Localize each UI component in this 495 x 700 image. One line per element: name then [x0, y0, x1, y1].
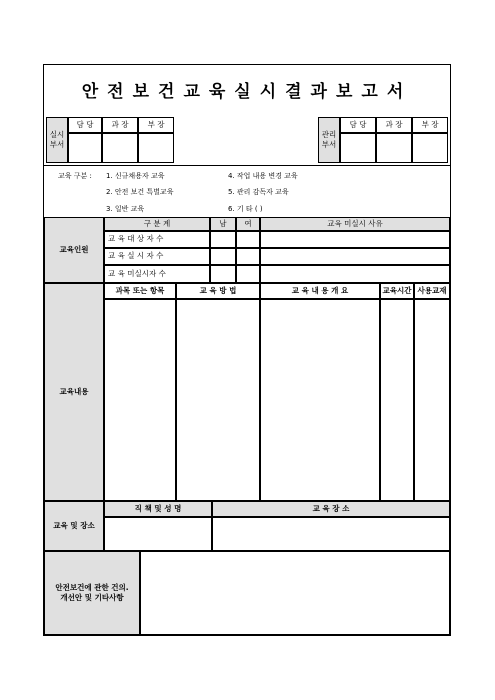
personnel-input[interactable] — [236, 265, 260, 283]
category-option[interactable]: 2. 안전 보건 특별교육 — [106, 188, 174, 196]
personnel-input[interactable] — [210, 248, 236, 265]
personnel-input[interactable] — [260, 231, 450, 248]
approval-right-col: 담 당 — [340, 117, 376, 133]
category-option[interactable]: 4. 작업 내용 변경 교육 — [228, 172, 298, 180]
place-input[interactable] — [104, 517, 212, 551]
approval-left-col: 부 장 — [138, 117, 174, 133]
approval-right-col: 과 장 — [376, 117, 412, 133]
content-label: 교육내용 — [44, 283, 104, 501]
content-input[interactable] — [414, 299, 450, 501]
approval-left-col: 과 장 — [102, 117, 138, 133]
personnel-label: 교육인원 — [44, 217, 104, 283]
signature-box[interactable] — [102, 133, 138, 163]
place-header: 교 육 장 소 — [212, 501, 450, 517]
personnel-header-female: 여 — [236, 217, 260, 231]
remarks-input[interactable] — [140, 551, 450, 635]
personnel-input[interactable] — [260, 265, 450, 283]
content-input[interactable] — [176, 299, 260, 501]
personnel-input[interactable] — [210, 231, 236, 248]
personnel-header-male: 남 — [210, 217, 236, 231]
category-option[interactable]: 1. 신규채용자 교육 — [106, 172, 165, 180]
personnel-row-label: 교 육 미실시자 수 — [104, 265, 210, 283]
personnel-header-gubun: 구 분 계 — [104, 217, 210, 231]
signature-box[interactable] — [412, 133, 448, 163]
signature-box[interactable] — [68, 133, 102, 163]
category-label: 교육 구분 : — [58, 172, 92, 180]
content-input[interactable] — [260, 299, 380, 501]
personnel-row-label: 교 육 실 시 자 수 — [104, 248, 210, 265]
approval-left-col: 담 당 — [68, 117, 102, 133]
category-option[interactable]: 5. 관리 감독자 교육 — [228, 188, 289, 196]
content-header: 사용교재 — [414, 283, 450, 299]
personnel-input[interactable] — [210, 265, 236, 283]
place-header: 직 책 및 성 명 — [104, 501, 212, 517]
content-header: 과목 또는 항목 — [104, 283, 176, 299]
page-title: 안전보건교육실시결과보고서 — [81, 82, 413, 102]
personnel-input[interactable] — [260, 248, 450, 265]
content-header: 교 육 내 용 개 요 — [260, 283, 380, 299]
content-header: 교 육 방 법 — [176, 283, 260, 299]
approval-left-label: 실시 부서 — [46, 117, 68, 163]
content-input[interactable] — [104, 299, 176, 501]
approval-right-col: 부 장 — [412, 117, 448, 133]
category-option[interactable]: 6. 기 타 ( ) — [228, 205, 263, 213]
category-option[interactable]: 3. 일반 교육 — [106, 205, 145, 213]
signature-box[interactable] — [376, 133, 412, 163]
content-input[interactable] — [380, 299, 414, 501]
personnel-row-label: 교 육 대 상 자 수 — [104, 231, 210, 248]
place-input[interactable] — [212, 517, 450, 551]
approval-right-label: 관리 부서 — [318, 117, 340, 163]
remarks-label: 안전보건에 관한 건의. 개선안 및 기타사항 — [44, 551, 140, 635]
content-header: 교육시간 — [380, 283, 414, 299]
personnel-input[interactable] — [236, 248, 260, 265]
signature-box[interactable] — [138, 133, 174, 163]
personnel-input[interactable] — [236, 231, 260, 248]
divider — [44, 165, 450, 166]
personnel-header-reason: 교육 미실시 사유 — [260, 217, 450, 231]
report-form — [43, 64, 451, 636]
signature-box[interactable] — [340, 133, 376, 163]
place-label: 교육 및 장소 — [44, 501, 104, 551]
